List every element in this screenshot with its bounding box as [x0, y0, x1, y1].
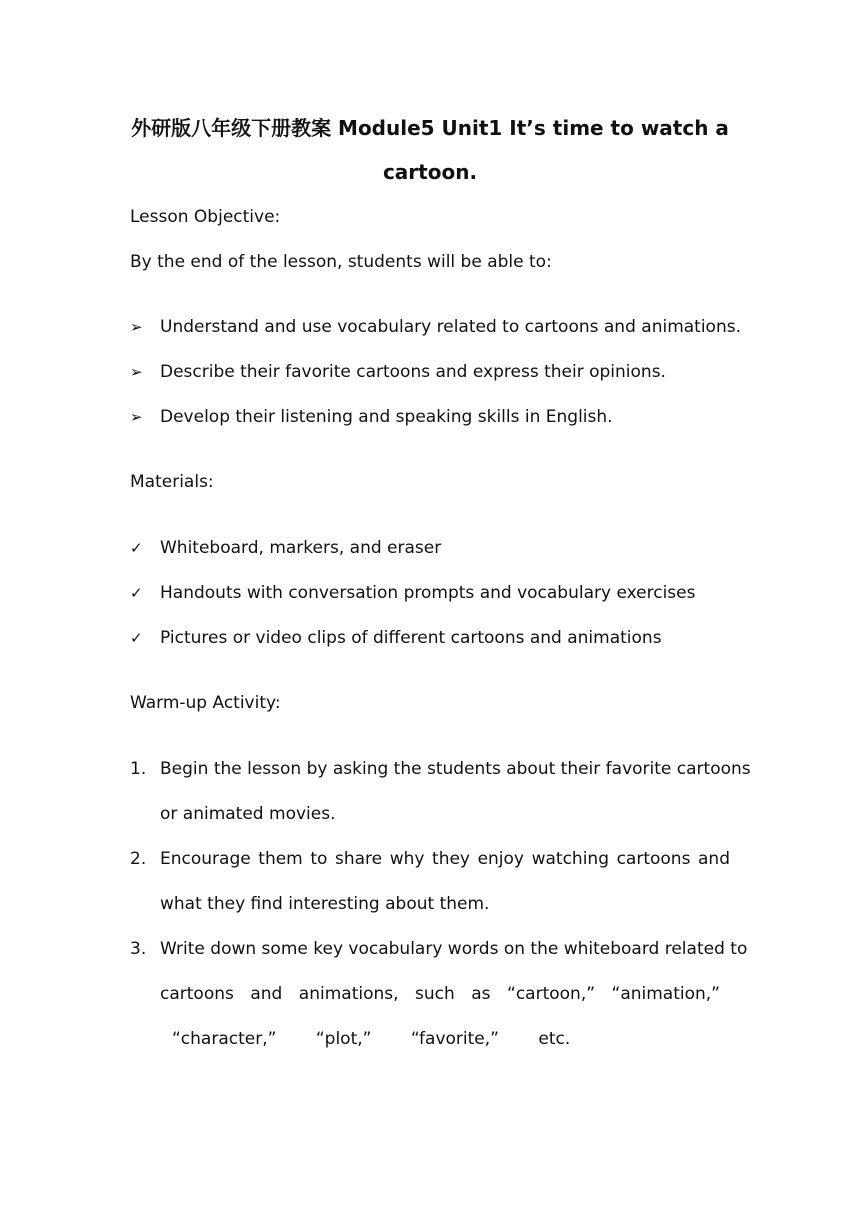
vocabulary-word: “favorite,”: [410, 1029, 499, 1049]
item-number: 3.: [130, 939, 147, 959]
checkmark-bullet-icon: ✓: [130, 539, 143, 557]
checkmark-bullet-icon: ✓: [130, 584, 143, 602]
document-title-line-1: 外研版八年级下册教案 Module5 Unit1 It’s time to watch a: [131, 116, 729, 140]
arrow-bullet-icon: ➢: [130, 318, 143, 336]
vocabulary-word: “character,”: [172, 1029, 277, 1049]
numbered-item: [130, 757, 751, 827]
vocabulary-word: etc.: [538, 1029, 571, 1049]
list-item-text: Whiteboard, markers, and eraser: [160, 538, 442, 558]
list-item-text: Understand and use vocabulary related to cartoons and animations.: [160, 317, 741, 337]
item-text-line-1: Begin the lesson by asking the students about their favorite cartoons: [160, 759, 751, 779]
vocabulary-word: “plot,”: [315, 1029, 372, 1049]
objective-heading: Lesson Objective:: [130, 207, 281, 227]
arrow-bullet-icon: ➢: [130, 408, 143, 426]
list-item-text: Handouts with conversation prompts and vocabulary exercises: [160, 583, 696, 603]
item-text-line-2: cartoons and animations, such as “cartoon,” “animation,”: [160, 984, 720, 1004]
list-item-text: Pictures or video clips of different cartoons and animations: [160, 628, 662, 648]
document-title-line-2: cartoon.: [382, 160, 478, 184]
item-text-line-1: Write down some key vocabulary words on the whiteboard related to: [160, 939, 748, 959]
arrow-bullet-icon: ➢: [130, 363, 143, 381]
item-number: 1.: [130, 759, 147, 779]
item-text-line-1: Encourage them to share why they enjoy watching cartoons and: [160, 849, 730, 869]
checkmark-bullet-icon: ✓: [130, 629, 143, 647]
item-text-line-2: or animated movies.: [160, 804, 336, 824]
list-item-text: Describe their favorite cartoons and express their opinions.: [160, 362, 666, 382]
list-item-text: Develop their listening and speaking skills in English.: [160, 407, 613, 427]
objective-intro: By the end of the lesson, students will be able to:: [130, 252, 552, 272]
warmup-heading: Warm-up Activity:: [130, 693, 281, 713]
item-number: 2.: [130, 849, 147, 869]
vocabulary-words-line: [172, 1027, 604, 1051]
item-text-line-2: what they find interesting about them.: [160, 894, 490, 914]
numbered-item: [130, 847, 730, 917]
materials-heading: Materials:: [130, 472, 214, 492]
